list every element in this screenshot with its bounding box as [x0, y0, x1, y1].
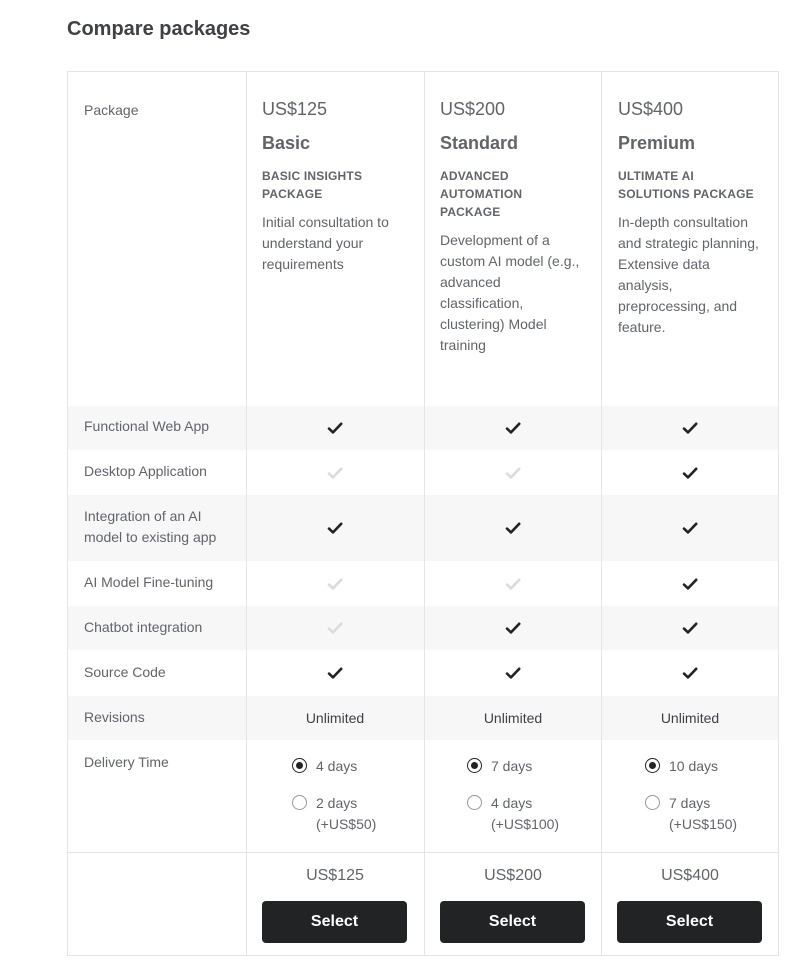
feature-cell-desktop-application-basic — [247, 450, 423, 495]
row-label-revisions: Revisions — [84, 709, 145, 725]
check-icon — [682, 665, 698, 681]
select-standard-button[interactable]: Select — [440, 901, 585, 943]
row-label-desktop-application: Desktop Application — [84, 463, 207, 479]
package-description: In-depth consultation and strategic planning, Extensive data analysis, preprocessing, and feature. — [618, 214, 759, 335]
select-basic-button[interactable]: Select — [262, 901, 407, 943]
delivery-option-label: 7 days — [491, 758, 533, 774]
delivery-option-label: 7 days — [669, 795, 711, 811]
check-icon — [327, 620, 343, 636]
check-icon — [505, 665, 521, 681]
compare-table — [67, 71, 779, 956]
row-label-integration: Integration of an AI model to existing app — [84, 508, 217, 545]
radio-icon[interactable] — [645, 795, 660, 810]
check-icon — [327, 665, 343, 681]
check-icon — [505, 420, 521, 436]
check-icon — [505, 520, 521, 536]
package-price: US$200 — [440, 99, 506, 119]
feature-cell-source-code-premium — [602, 650, 778, 696]
delivery-option[interactable] — [292, 756, 357, 777]
bottom-price: US$125 — [306, 867, 364, 884]
package-premium — [618, 98, 763, 338]
feature-cell-chatbot-premium — [602, 606, 778, 650]
feature-cell-desktop-application-premium — [602, 450, 778, 495]
radio-icon[interactable] — [292, 758, 307, 773]
row-label-functional-web-app: Functional Web App — [84, 418, 210, 434]
check-icon — [682, 576, 698, 592]
bottom-price: US$200 — [484, 867, 542, 884]
package-name: Basic — [262, 133, 311, 153]
delivery-option[interactable] — [467, 756, 532, 777]
delivery-option[interactable] — [467, 793, 559, 835]
radio-icon[interactable] — [645, 758, 660, 773]
feature-cell-source-code-basic — [247, 650, 423, 696]
radio-icon[interactable] — [292, 795, 307, 810]
revisions-basic — [247, 707, 423, 728]
check-icon — [682, 620, 698, 636]
row-label-delivery-time: Delivery Time — [84, 754, 169, 770]
page-title: Compare packages — [67, 18, 251, 40]
check-icon — [682, 420, 698, 436]
row-label-fine-tuning: AI Model Fine-tuning — [84, 574, 214, 590]
check-icon — [327, 576, 343, 592]
delivery-option-label: 2 days — [316, 795, 358, 811]
radio-icon[interactable] — [467, 795, 482, 810]
package-description: Initial consultation to understand your requirements — [262, 214, 389, 272]
feature-cell-fine-tuning-basic — [247, 561, 423, 606]
delivery-option[interactable] — [645, 793, 737, 835]
package-description: Development of a custom AI model (e.g., advanced classification, clustering) Model training — [440, 232, 580, 353]
feature-cell-desktop-application-standard — [425, 450, 601, 495]
delivery-option-extra: (+US$100) — [491, 816, 560, 832]
package-price: US$125 — [262, 99, 328, 119]
package-price: US$400 — [618, 99, 684, 119]
check-icon — [682, 520, 698, 536]
feature-cell-integration-standard — [425, 495, 601, 561]
revisions-premium — [602, 707, 778, 728]
feature-cell-source-code-standard — [425, 650, 601, 696]
feature-cell-fine-tuning-premium — [602, 561, 778, 606]
feature-cell-functional-web-app-premium — [602, 406, 778, 450]
delivery-option[interactable] — [292, 793, 376, 835]
delivery-option-label: 4 days — [491, 795, 533, 811]
package-subtitle: ULTIMATE AI SOLUTIONS PACKAGE — [618, 169, 754, 201]
feature-cell-chatbot-standard — [425, 606, 601, 650]
package-basic — [262, 98, 407, 275]
row-label-source-code: Source Code — [84, 664, 166, 680]
revisions-value: Unlimited — [660, 709, 720, 726]
check-icon — [327, 420, 343, 436]
delivery-option-extra: (+US$150) — [669, 816, 738, 832]
check-icon — [327, 465, 343, 481]
feature-cell-integration-basic — [247, 495, 423, 561]
bottom-price: US$400 — [661, 867, 719, 884]
check-icon — [327, 520, 343, 536]
feature-cell-functional-web-app-standard — [425, 406, 601, 450]
select-premium-button[interactable]: Select — [617, 901, 762, 943]
delivery-option-label: 4 days — [316, 758, 358, 774]
revisions-standard — [425, 707, 601, 728]
package-subtitle: BASIC INSIGHTS PACKAGE — [262, 169, 363, 201]
check-icon — [682, 465, 698, 481]
revisions-value: Unlimited — [305, 709, 365, 726]
delivery-option[interactable] — [645, 756, 718, 777]
package-name: Standard — [440, 133, 519, 153]
feature-cell-fine-tuning-standard — [425, 561, 601, 606]
revisions-value: Unlimited — [483, 709, 543, 726]
check-icon — [505, 576, 521, 592]
row-divider — [68, 852, 778, 853]
feature-cell-chatbot-basic — [247, 606, 423, 650]
delivery-option-extra: (+US$50) — [316, 816, 377, 832]
delivery-option-label: 10 days — [669, 758, 719, 774]
package-standard — [440, 98, 585, 356]
radio-icon[interactable] — [467, 758, 482, 773]
check-icon — [505, 620, 521, 636]
package-name: Premium — [618, 133, 696, 153]
feature-cell-functional-web-app-basic — [247, 406, 423, 450]
row-label-package: Package — [84, 102, 139, 118]
check-icon — [505, 465, 521, 481]
feature-cell-integration-premium — [602, 495, 778, 561]
row-label-chatbot: Chatbot integration — [84, 619, 203, 635]
package-subtitle: ADVANCED AUTOMATION PACKAGE — [440, 169, 523, 219]
